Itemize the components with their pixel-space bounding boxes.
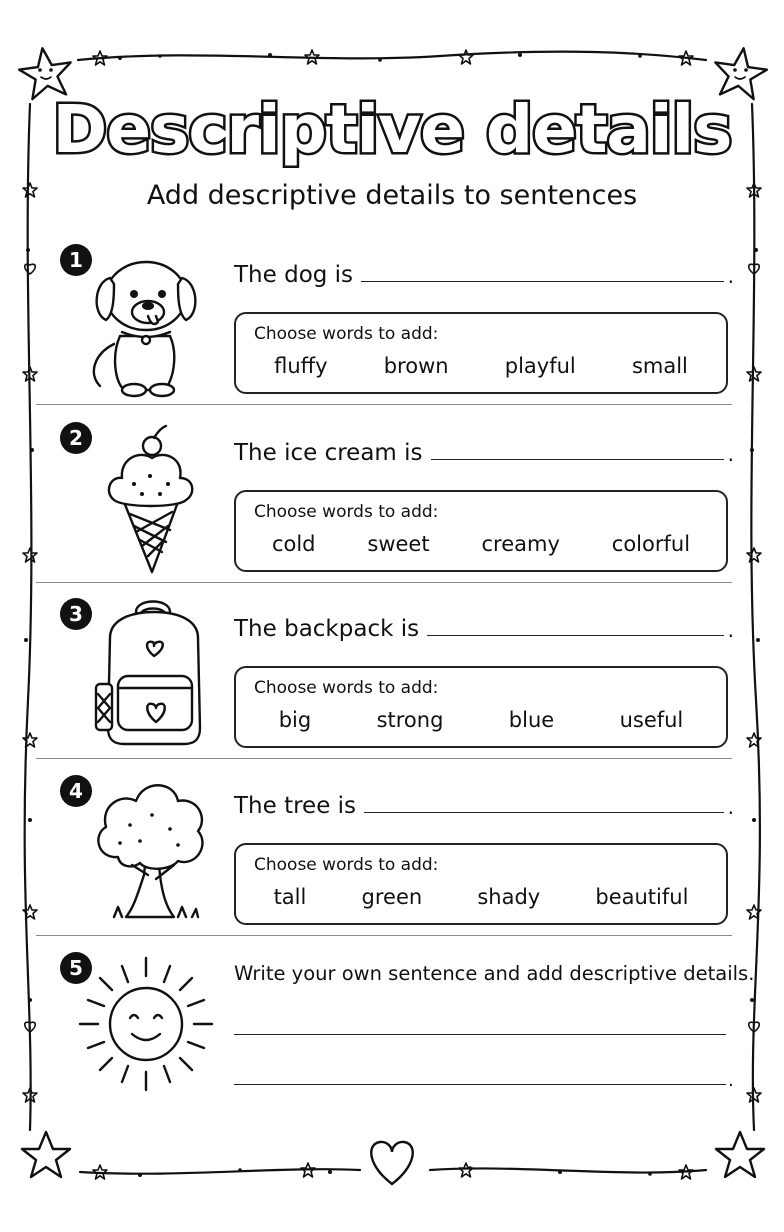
backpack-illustration (74, 598, 214, 758)
section-divider (36, 935, 732, 936)
exercise-item-5 (56, 952, 755, 1102)
word-bank (234, 666, 728, 748)
word-option: green (361, 885, 423, 909)
word-options (246, 354, 716, 378)
sentence-prompt-line (234, 616, 734, 642)
word-option: colorful (611, 532, 691, 556)
worksheet-title (0, 78, 784, 178)
answer-line-2[interactable] (234, 1084, 726, 1085)
period: . (727, 264, 734, 288)
word-options (246, 708, 716, 732)
word-option: playful (504, 354, 576, 378)
section-divider (36, 758, 732, 759)
section-divider (36, 404, 732, 405)
worksheet-subtitle: Add descriptive details to sentences (146, 180, 638, 211)
sentence-prompt: The tree is (234, 793, 357, 819)
word-bank-label: Choose words to add: (254, 678, 439, 698)
word-bank (234, 843, 728, 925)
exercise-item-2 (56, 422, 736, 582)
title-text: Descriptive details (52, 91, 732, 168)
sentence-prompt: The dog is (234, 262, 354, 288)
item-number: 5 (60, 952, 92, 984)
word-option: tall (273, 885, 307, 909)
word-option: creamy (481, 532, 560, 556)
smiling-sun-illustration (74, 952, 214, 1112)
word-option: big (278, 708, 312, 732)
word-option: blue (508, 708, 555, 732)
ice-cream-cone-illustration (74, 422, 214, 582)
item-number: 3 (60, 598, 92, 630)
sentence-prompt-line (234, 440, 734, 466)
period: . (727, 795, 734, 819)
period: . (727, 442, 734, 466)
word-bank-label: Choose words to add: (254, 324, 439, 344)
answer-blank[interactable] (431, 458, 724, 460)
word-option: shady (477, 885, 541, 909)
word-option: useful (619, 708, 684, 732)
word-option: brown (383, 354, 449, 378)
period: . (728, 1070, 734, 1091)
word-bank (234, 312, 728, 394)
exercise-item-3 (56, 598, 736, 758)
word-option: small (631, 354, 688, 378)
sentence-prompt-line (234, 793, 734, 819)
answer-line-1[interactable] (234, 1034, 726, 1035)
answer-blank[interactable] (364, 811, 724, 813)
answer-blank[interactable] (361, 280, 724, 282)
word-option: strong (376, 708, 444, 732)
exercise-item-4 (56, 775, 736, 935)
word-option: fluffy (274, 354, 328, 378)
sentence-prompt: The ice cream is (234, 440, 423, 466)
item-number: 2 (60, 422, 92, 454)
tree-illustration (74, 775, 214, 935)
sentence-prompt-line (234, 262, 734, 288)
item-number: 1 (60, 244, 92, 276)
word-bank-label: Choose words to add: (254, 502, 439, 522)
puppy-illustration (74, 244, 214, 404)
answer-blank[interactable] (427, 634, 724, 636)
word-option: beautiful (595, 885, 689, 909)
sentence-prompt: The backpack is (234, 616, 420, 642)
word-bank (234, 490, 728, 572)
item-number: 4 (60, 775, 92, 807)
exercise-item-1 (56, 244, 736, 404)
period: . (727, 618, 734, 642)
word-options (246, 532, 716, 556)
word-option: cold (271, 532, 316, 556)
section-divider (36, 582, 732, 583)
word-option: sweet (367, 532, 430, 556)
word-options (246, 885, 716, 909)
word-bank-label: Choose words to add: (254, 855, 439, 875)
own-sentence-instruction: Write your own sentence and add descriptive details. (234, 962, 755, 985)
